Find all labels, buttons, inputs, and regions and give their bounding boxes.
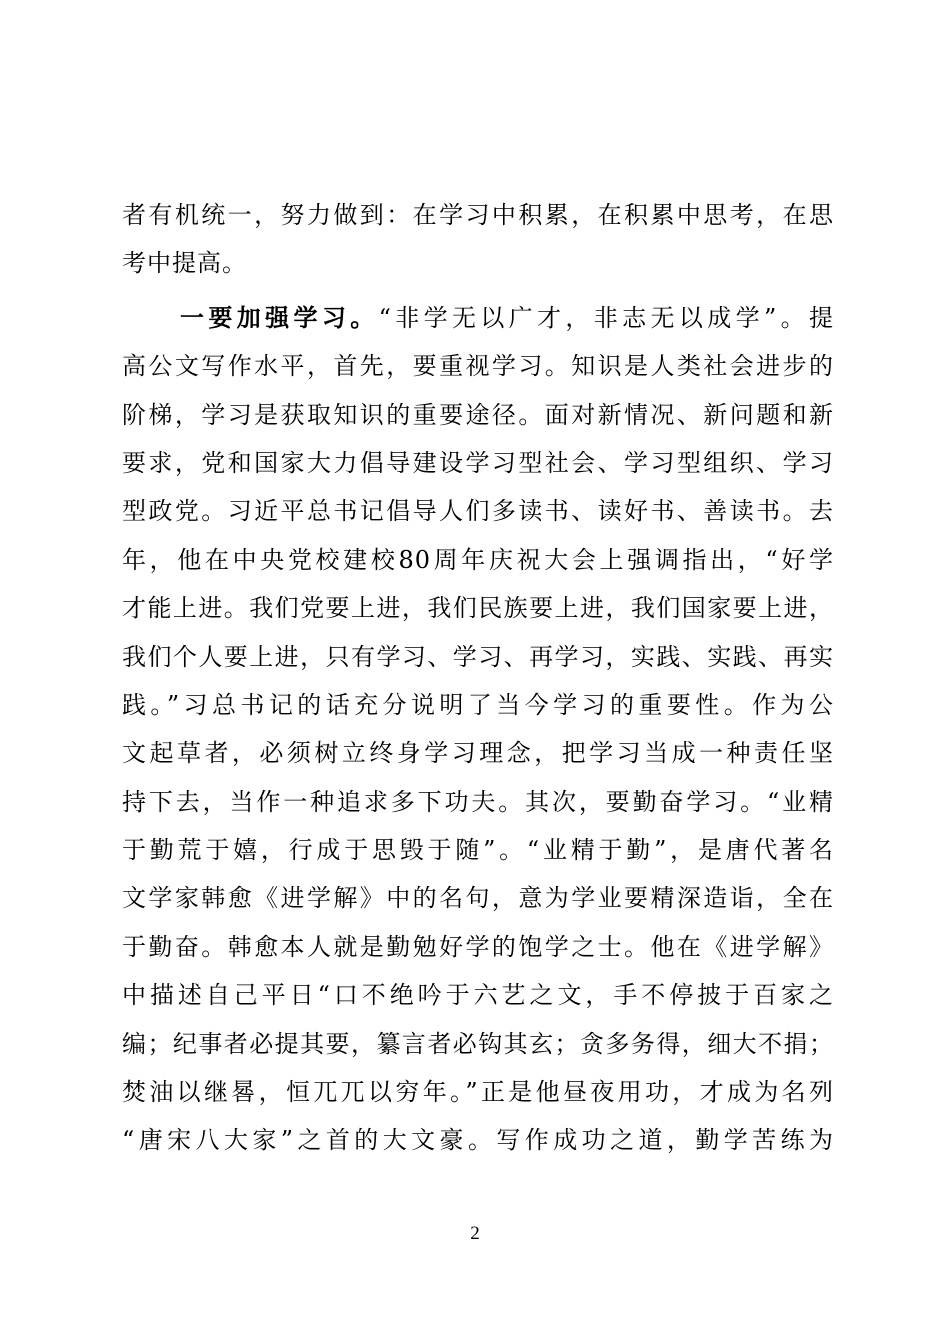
paragraph-line: 文起草者，必须树立终身学习理念，把学习当成一种责任坚 bbox=[122, 739, 834, 768]
body-text bbox=[122, 191, 834, 1165]
paragraph-line: 我们个人要上进，只有学习、学习、再学习，实践、实践、再实 bbox=[122, 642, 834, 671]
paragraph-line: 高公文写作水平，首先，要重视学习。知识是人类社会进步的 bbox=[122, 352, 834, 381]
paragraph-line: 于勤奋。韩愈本人就是勤勉好学的饱学之士。他在《进学解》 bbox=[122, 932, 834, 961]
paragraph-line: 型政党。习近平总书记倡导人们多读书、读好书、善读书。去 bbox=[122, 497, 834, 526]
paragraph-line: “唐宋八大家”之首的大文豪。写作成功之道，勤学苦练为 bbox=[122, 1126, 834, 1155]
paragraph-line: 编；纪事者必提其要，纂言者必钩其玄；贪多务得，细大不捐； bbox=[122, 1029, 834, 1058]
paragraph-first-line-text: “非学无以广才，非志无以成学”。提 bbox=[378, 303, 834, 332]
paragraph-line: 践。”习总书记的话充分说明了当今学习的重要性。作为公 bbox=[122, 690, 834, 719]
paragraph-line: 阶梯，学习是获取知识的重要途径。面对新情况、新问题和新 bbox=[122, 400, 834, 429]
paragraph-line: 才能上进。我们党要上进，我们民族要上进，我们国家要上进， bbox=[122, 594, 834, 623]
paragraph-line: 文学家韩愈《进学解》中的名句，意为学业要精深造诣，全在 bbox=[122, 884, 834, 913]
continuation-line: 者有机统一，努力做到：在学习中积累，在积累中思考，在思 bbox=[122, 201, 834, 229]
paragraph-line: 焚油以继晷，恒兀兀以穷年。”正是他昼夜用功，才成为名列 bbox=[122, 1078, 834, 1107]
paragraph-line: 持下去，当作一种追求多下功夫。其次，要勤奋学习。“业精 bbox=[122, 787, 834, 816]
paragraph-line: 中描述自己平日“口不绝吟于六艺之文，手不停披于百家之 bbox=[122, 981, 834, 1010]
paragraph-line: 要求，党和国家大力倡导建设学习型社会、学习型组织、学习 bbox=[122, 448, 834, 477]
paragraph-heading: 一要加强学习。 bbox=[180, 302, 379, 332]
page-number: 2 bbox=[470, 1223, 480, 1244]
paragraph-line: 年，他在中央党校建校80周年庆祝大会上强调指出，“好学 bbox=[122, 545, 834, 574]
paragraph-first-line bbox=[122, 294, 834, 342]
continuation-line: 考中提高。 bbox=[122, 249, 247, 278]
paragraph-line: 于勤荒于嬉，行成于思毁于随”。“业精于勤”，是唐代著名 bbox=[122, 836, 834, 865]
